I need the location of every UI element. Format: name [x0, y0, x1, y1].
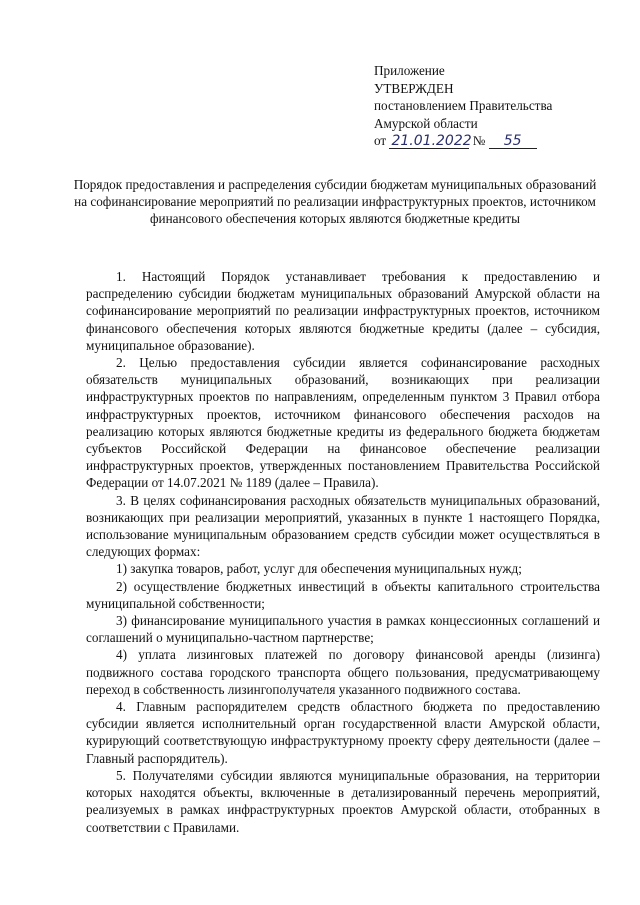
approval-appendix-label: Приложение — [374, 63, 445, 78]
handwritten-date: 21.01.2022 — [391, 133, 472, 149]
paragraph-5: 5. Получателями субсидии являются муниципальные образования, на территории которых находятся объекты, включенные в детализированный перечень мероприятий, реализуемых в рамках инфраструктурных проектов Амурской области, отобранных в соответствии с Правилами. — [86, 767, 600, 835]
form-item-1: 1) закупка товаров, работ, услуг для обеспечения муниципальных нужд; — [116, 561, 522, 577]
handwritten-number: 55 — [489, 134, 537, 149]
form-item-2: 2) осуществление бюджетных инвестиций в объекты капитального строительства муниципальной собственности; — [86, 578, 600, 611]
date-prefix: от — [374, 133, 387, 148]
paragraph-1: 1. Настоящий Порядок устанавливает требования к предоставлению и распределению субсидии бюджетам муниципальных образований Амурской области на софинансирование мероприятий по реализации инфраструктурных проектов, источником финансового обеспечения которых являются бюджетные кредиты (далее – субсидия, муниципальное образование). — [86, 269, 600, 353]
approval-approved-label: УТВЕРЖДЕН — [374, 80, 454, 96]
form-item-3: 3) финансирование муниципального участия в рамках концессионных соглашений и соглашений о муниципально-частном партнерстве; — [86, 613, 600, 646]
document-title: Порядок предоставления и распределения субсидии бюджетам муниципальных образований на софинансирование мероприятий по реализации инфраструктурных проектов, источником финансового обеспечения которых являются бюджетные кредиты — [73, 177, 597, 226]
approval-block — [374, 62, 614, 150]
approval-decree-label: постановлением Правительства — [374, 98, 553, 113]
paragraph-2: 2. Целью предоставления субсидии является софинансирование расходных обязательств муниципальных образований, возникающих при реализации инфраструктурных проектов по направлениям, определенным пунктом 3 Правил отбора инфраструктурных проектов, источником финансового обеспечения расходов на реализацию которых являются бюджетные кредиты из федерального бюджета бюджетам субъектов Российской Федерации на финансовое обеспечение реализации инфраструктурных проектов, утвержденных постановлением Правительства Российской Федерации от 14.07.2021 № 1189 (далее – Правила). — [86, 355, 600, 491]
document-body — [86, 268, 600, 836]
paragraph-4: 4. Главным распорядителем средств областного бюджета по предоставлению субсидии является исполнительный орган государственной власти Амурской области, курирующий соответствующую инфраструктурному проекту сферу деятельности (далее – Главный распорядитель). — [86, 699, 600, 766]
paragraph-3: 3. В целях софинансирования расходных обязательств муниципальных образований, возникающих при реализации мероприятий, указанных в пункте 1 настоящего Порядка, использование муниципальным образованием средств субсидии может осуществляться в следующих формах: — [86, 492, 600, 560]
number-prefix: № — [472, 133, 486, 148]
approval-date-line — [374, 132, 614, 150]
approval-region-label: Амурской области — [374, 115, 478, 131]
form-item-4: 4) уплата лизинговых платежей по договору финансовой аренды (лизинга) подвижного состава городского транспорта общего пользования, предусматривающему переход в собственность лизингополучателя указанного подвижного состава. — [86, 647, 600, 697]
